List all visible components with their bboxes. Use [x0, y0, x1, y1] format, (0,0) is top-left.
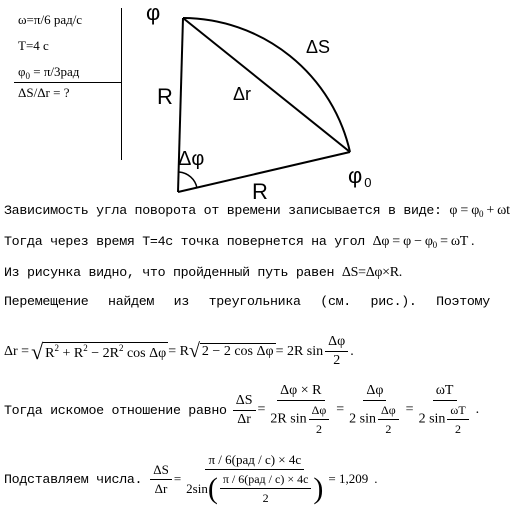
phi0-subscript: 0 [25, 71, 31, 81]
phi0-value: = π/3рад [30, 64, 80, 79]
arc-label: ΔS [306, 37, 331, 57]
phi-top-label: φ [146, 0, 161, 25]
phi0-symbol: φ [18, 64, 26, 79]
sqrt-content-2: 2 − 2 cos Δφ [201, 344, 274, 359]
radius-bottom-label: R [252, 179, 268, 204]
line3-text: Из рисунка видно, что пройденный путь равен [4, 265, 335, 280]
angle-arc [179, 172, 197, 188]
line4-word: из [173, 294, 190, 309]
line4-word: рис.). [370, 294, 417, 309]
numeric-result: = 1,209 [328, 471, 369, 486]
line2-text: Тогда через время T=4c точка повернется на угол [4, 234, 365, 249]
line4-word: треугольника [208, 294, 301, 309]
given-omega: ω=π/6 рад/с [18, 12, 83, 27]
given-find: ΔS/Δr = ? [18, 85, 70, 100]
radius-left-label: R [157, 84, 173, 109]
line2-equation: $\Delta\varphi = \varphi - \varphi_0 = \omega T$ . [372, 234, 475, 250]
chord-label: Δr [233, 84, 252, 104]
line7-text: Подставляем числа. [4, 471, 143, 487]
equation-displacement [4, 334, 354, 369]
text-line-4 [4, 294, 490, 309]
line1-text: Зависимость угла поворота от времени записывается в виде: [4, 203, 442, 218]
line3-equation: ΔS=Δφ×R. [341, 265, 403, 280]
text-line-3 [4, 265, 402, 281]
line4-word: найдем [108, 294, 155, 309]
line4-word: Перемещение [4, 294, 89, 309]
delta-phi-label: Δφ [178, 148, 205, 170]
sqrt-sign: √ [31, 338, 44, 364]
sqrt-sign-2: √ [188, 340, 200, 362]
text-line-2 [4, 234, 474, 250]
eq5-equals-2r: = 2R sin [275, 343, 324, 359]
text-line-1 [4, 203, 510, 219]
line6-text: Тогда искомое отношение равно [4, 402, 227, 418]
line1-equation: $\varphi = \varphi_0 + \omega t$ [449, 203, 510, 219]
eq5-end: . [350, 343, 354, 359]
phi0-end-label: φ 0 [348, 163, 372, 190]
line4-word: (см. [320, 294, 351, 309]
equation-ratio: Тогда искомое отношение равно $\frac{\Delta S}{\Delta r}$ = Δφ × R 2R sin $\frac{\Delta\varphi}{2}$ = Δφ 2 sin $\frac{\Delta\varphi}{2}$ = ωT 2 sin $\frac{\omega T}{2}$ . [4, 383, 480, 436]
eq5-lhs: Δr = [4, 343, 30, 359]
given-period: T=4 c [18, 38, 49, 53]
rotation-diagram [0, 0, 497, 204]
line4-word: Поэтому [436, 294, 490, 309]
equation-numeric: Подставляем числа. $\frac{\Delta S}{\Delta r}$ = π / 6(рад / c) × 4c 2sin ( $\frac{\text{π / 6(рад / c) × 4c}}{2}$ ) = 1,209 . [4, 452, 378, 505]
eq5-equals-r: = R [168, 343, 189, 359]
sqrt-content-1: $R^2 + R^2 - 2R^2$ cos Δφ [45, 342, 167, 361]
eq5-half-angle: $\frac{\Delta\varphi}{2}$ [325, 334, 348, 369]
